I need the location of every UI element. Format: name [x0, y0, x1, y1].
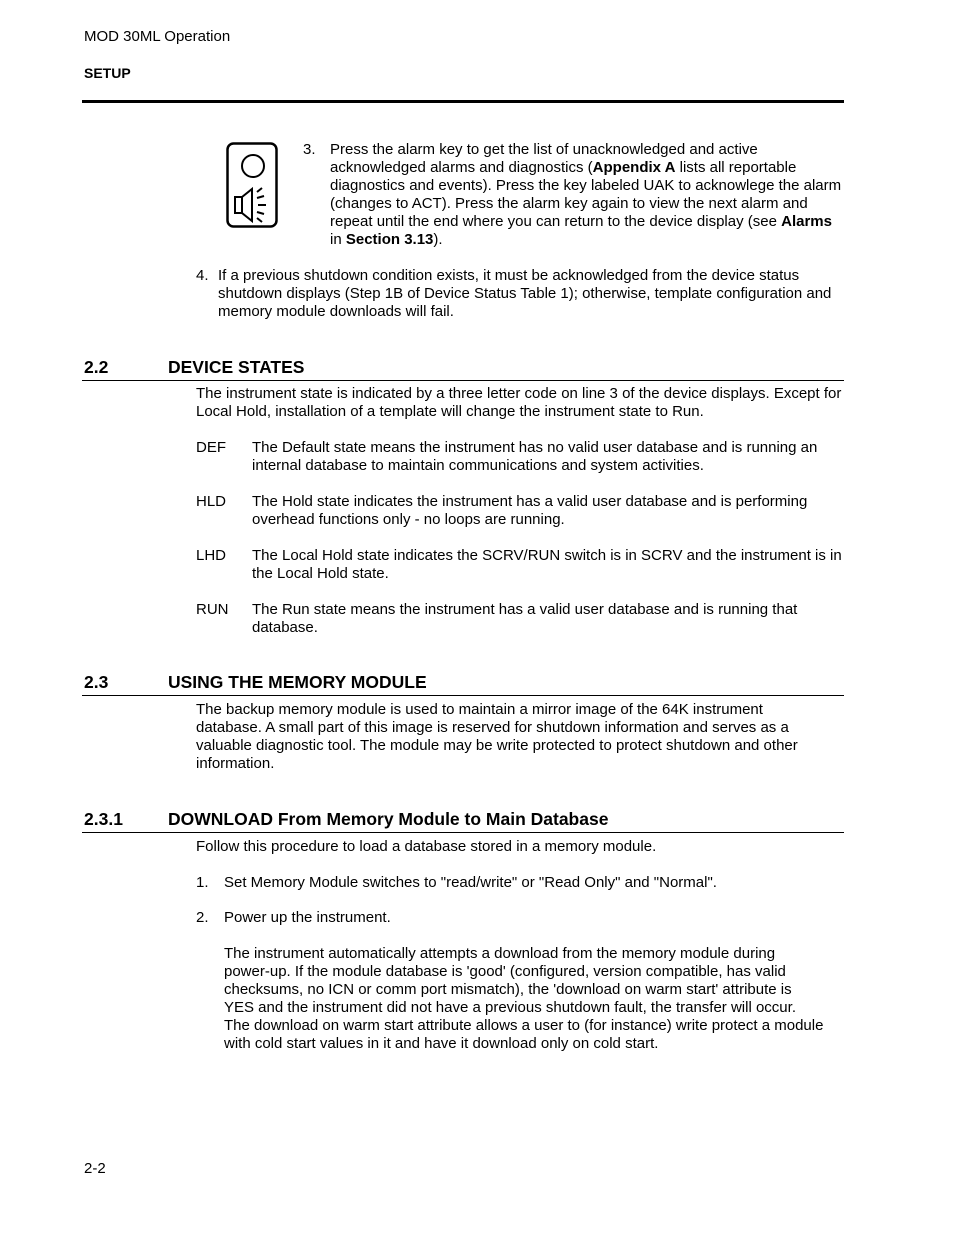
procedure-step-2-number: 2. — [196, 909, 209, 926]
section-2-2-title: DEVICE STATES — [168, 357, 305, 377]
state-desc-hld: The Hold state indicates the instrument has a valid user database and is performing overhead functions only - no loops are running. — [252, 493, 808, 528]
alarm-key-icon — [226, 142, 278, 228]
page-number: 2-2 — [84, 1160, 106, 1177]
running-header-section: SETUP — [84, 65, 131, 81]
section-2-2-intro: The instrument state is indicated by a three letter code on line 3 of the device displays. Except for Local Hold, installation of a template will change the instrument state to Run. — [196, 385, 842, 420]
step-4-text: If a previous shutdown condition exists, it must be acknowledged from the device status shutdown displays (Step 1B of Device Status Table 1); otherwise, template configuration and memory module downloads will fail. — [218, 267, 832, 320]
step-4-number: 4. — [196, 267, 209, 284]
state-desc-def: The Default state means the instrument has no valid user database and is running an internal database to maintain communications and system activities. — [252, 439, 818, 474]
state-desc-run: The Run state means the instrument has a valid user database and is running that database. — [252, 601, 798, 636]
section-2-3-title: USING THE MEMORY MODULE — [168, 672, 427, 692]
state-code-run: RUN — [196, 601, 229, 618]
state-code-def: DEF — [196, 439, 226, 456]
procedure-step-2-note: The instrument automatically attempts a download from the memory module during power-up. If the module database is 'good' (configured, version compatible, has valid checksums, no ICN or comm port mismatch), the 'download on warm start' attribute is YES and the instrument did not have a previous shutdown fault, the transfer will occur. The download on warm start attribute allows a user to (for instance) write protect a module with cold start values in it and have it download only on cold start. — [224, 945, 824, 1052]
appendix-a-ref: Appendix A — [592, 159, 676, 176]
section-2-3-number: 2.3 — [84, 672, 109, 692]
section-2-3-1-intro: Follow this procedure to load a database stored in a memory module. — [196, 838, 657, 855]
state-code-hld: HLD — [196, 493, 227, 510]
section-2-3-1-rule — [82, 832, 844, 833]
state-desc-lhd: The Local Hold state indicates the SCRV/RUN switch is in SCRV and the instrument is in the Local Hold state. — [252, 547, 842, 582]
procedure-step-1-text: Set Memory Module switches to "read/write" or "Read Only" and "Normal". — [224, 874, 717, 891]
section-2-3-1-number: 2.3.1 — [84, 809, 123, 829]
procedure-step-2-text: Power up the instrument. — [224, 909, 391, 926]
alarms-ref: Alarms — [781, 213, 832, 230]
section-2-3-1-title: DOWNLOAD From Memory Module to Main Database — [168, 809, 609, 829]
running-header-title: MOD 30ML Operation — [84, 28, 231, 45]
step-3-number: 3. — [303, 141, 316, 158]
section-2-2-number: 2.2 — [84, 357, 109, 377]
section-2-3-text: The backup memory module is used to maintain a mirror image of the 64K instrument database. A small part of this image is reserved for shutdown information and serves as a valuable diagnostic tool. The module may be write protected to protect shutdown and other information. — [196, 701, 798, 772]
section-3-13-ref: Section 3.13 — [345, 231, 434, 248]
header-rule — [82, 100, 844, 103]
section-2-3-rule — [82, 695, 844, 696]
step-3-text: Press the alarm key to get the list of unacknowledged and active acknowledged alarms and diagnostics (Appendix A lists all reportable diagnostics and events). Press the key labeled UAK to acknowlege the alarm (changes to ACT). Press the alarm key again to view the next alarm and repeat until the end where you can return to the device display (see Alarms in Section 3.13). — [330, 141, 842, 248]
state-code-lhd: LHD — [196, 547, 227, 564]
section-2-2-rule — [82, 380, 844, 381]
procedure-step-1-number: 1. — [196, 874, 209, 891]
